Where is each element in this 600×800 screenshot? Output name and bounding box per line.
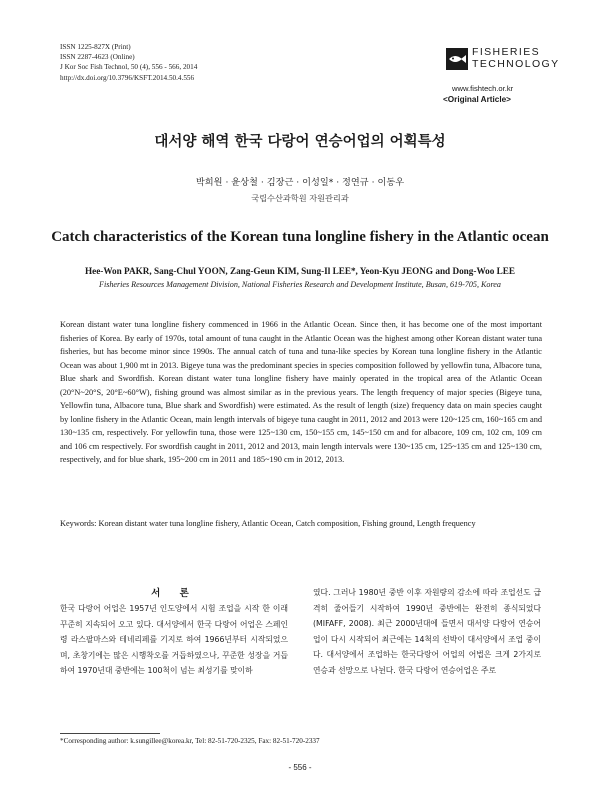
- journal-metadata: [60, 42, 197, 83]
- introduction-left-column: 한국 다랑어 어업은 1957년 인도양에서 시험 조업을 시작 한 이래 꾸준히 지속되어 오고 있다. 대서양에서 한국 다랑어 어업은 스페인령 라스팔마스와 테네리페를 기지로 하여 1966년부터 시작되었으며, 초창기에는 많은 시행착오를 거듭하였으나, 꾸준한 성장을 거듭하여 1970년대 중반에는 100척이 넘는 최성기를 맞이하: [60, 604, 288, 676]
- journal-citation: J Kor Soc Fish Technol, 50 (4), 556 - 566, 2014: [60, 63, 198, 72]
- korean-authors: 박희원 · 윤상철 · 김장근 · 이성일* · 정연규 · 이동우: [195, 177, 405, 188]
- article-type-label: <Original Article>: [443, 95, 511, 104]
- issn-print: ISSN 1225-827X (Print): [60, 43, 131, 51]
- fish-logo-icon: [446, 48, 468, 70]
- issn-online: ISSN 2287-4623 (Online): [60, 53, 135, 62]
- section-heading-introduction: 서 론: [151, 588, 197, 599]
- keywords: Keywords: Korean distant water tuna longline fishery, Atlantic Ocean, Catch composition, Fishing ground, Length frequency: [60, 519, 476, 528]
- corresponding-author-footnote: *Corresponding author: k.sungillee@korea.kr, Tel: 82-51-720-2325, Fax: 82-51-720-2337: [60, 737, 320, 745]
- page-number: - 556 -: [288, 763, 312, 772]
- korean-title: 대서양 해역 한국 다랑어 연승어업의 어획특성: [154, 134, 446, 150]
- journal-website-link[interactable]: www.fishtech.or.kr: [452, 84, 514, 93]
- logo-text-fisheries: FISHERIES: [472, 46, 541, 58]
- journal-logo: [446, 44, 560, 72]
- logo-text-technology: TECHNOLOGY: [472, 58, 560, 70]
- english-affiliation: Fisheries Resources Management Division, National Fisheries Research and Development Institute, Busan, 619-705, Korea: [99, 280, 501, 289]
- introduction-right-column: 였다. 그러나 1980년 중반 이후 자원량의 감소에 따라 조업선도 급격히 줄어들기 시작하여 1990년 중반에는 완전히 종식되었다 (MIFAFF, 2008). 최근 2000년대에 들면서 대서양 다랑어 연승어업이 다시 시작되어 최근에는 14척의 선박이 대서양에서 조업 중이다. 대서양에서 조업하는 한국다랑어 어업의 어법은 크게 2가지로 연승과 선망으로 나뉜다. 한국 다랑어 연승어업은 주로: [313, 588, 541, 675]
- korean-affiliation: 국립수산과학원 자원관리과: [251, 193, 349, 203]
- english-authors: Hee-Won PAKR, Sang-Chul YOON, Zang-Geun KIM, Sung-Il LEE*, Yeon-Kyu JEONG and Dong-Woo LEE: [84, 266, 515, 276]
- footnote-divider: [60, 733, 160, 734]
- english-title: Catch characteristics of the Korean tuna longline fishery in the Atlantic ocean: [51, 229, 549, 245]
- abstract: Korean distant water tuna longline fishery commenced in 1966 in the Atlantic Ocean. Since then, it has become one of the most important fisheries of Korea. By early of 1970s, total amount of tuna caught in the Atlantic Ocean was the highest among other Korean distant water tuna fisheries, but has become minor since 1990s. The annual catch of tuna and tuna-like species by Korean tuna longline fishery in the Atlantic Ocean was about 1,900 mt in 2013. Bigeye tuna was the predominant species in species composition followed by yellowfin tuna, Albacore tuna, Blue shark and Swordfish. Korean distant water tuna longline fishery have mainly operated in the tropical area of the Atlantic Ocean (20°N~20°S, 20°E~60°W), fishing ground was almost similar as in the previous years. The length frequency of major species (Bigeye tuna, Yellowfin tuna, Albacore tuna, Blue shark and Swordfish) were estimated. As the result of length (size) frequency data on main species caught by lonline fishery in the Atlantic Ocean, main length intervals of bigeye tuna caught in 2011, 2012 and 2013 were 120~125 cm, 160~165 cm and 130~135 cm, respectively. For yellowfin tuna, those were 125~130 cm, 150~155 cm, 145~150 cm and for albacore, 109 cm, 102 cm, 109 cm and 106 cm respectively. For swordfish caught in 2011, 2012 and 2013, main length intervals were 130~135 cm, 125~135 cm and 125~130 cm, respectively, and for blue shark, 195~200 cm in 2011 and 185~190 cm in 2012, 2013.: [60, 320, 542, 464]
- doi-link[interactable]: http://dx.doi.org/10.3796/KSFT.2014.50.4.556: [60, 73, 195, 82]
